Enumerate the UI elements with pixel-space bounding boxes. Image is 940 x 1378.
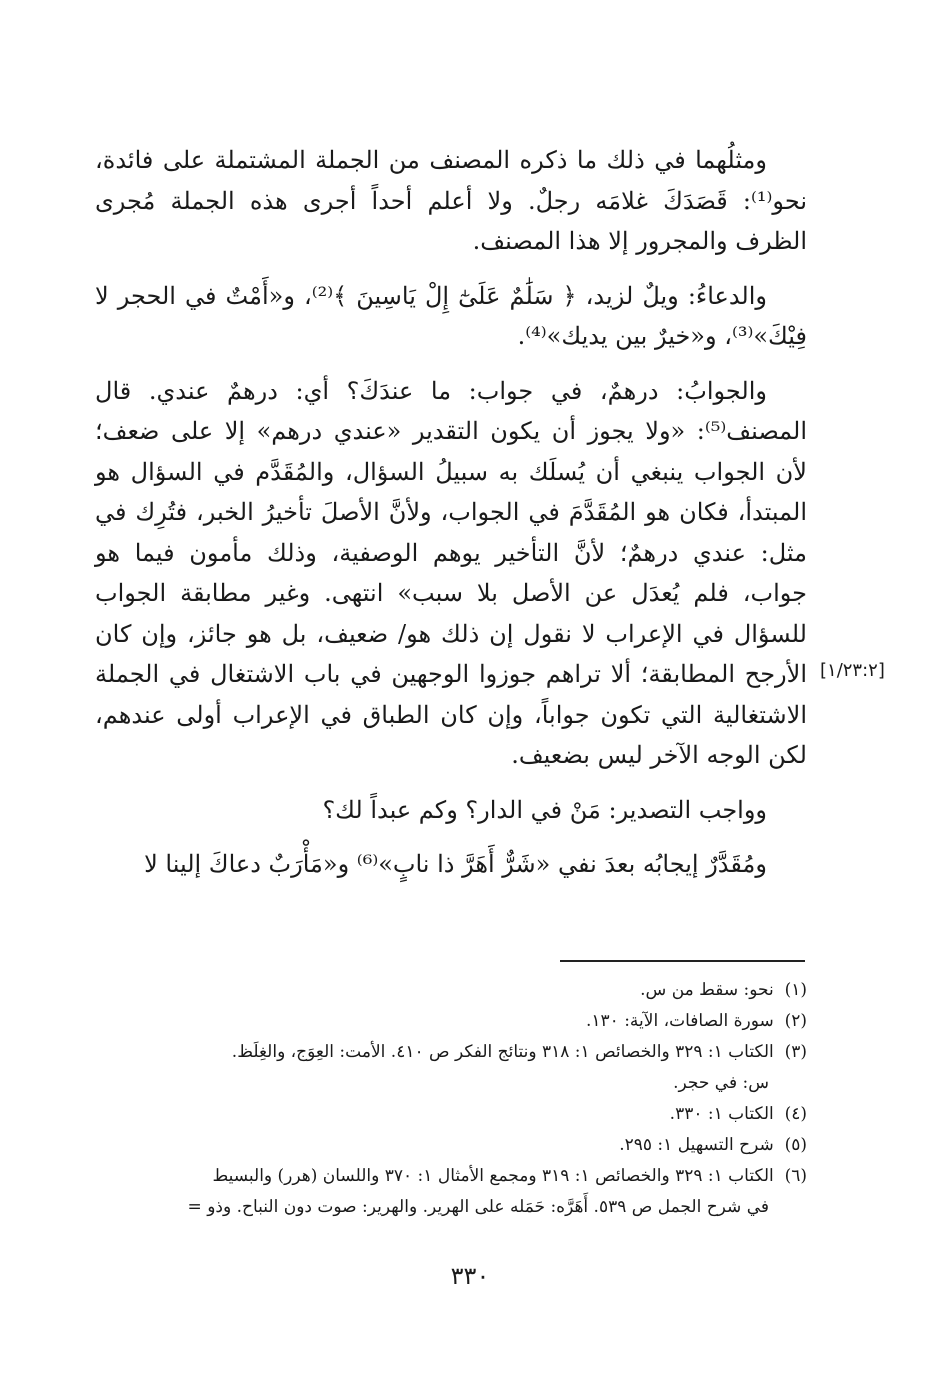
- footnote-3: [95, 1037, 807, 1068]
- footnote-number: (٤): [784, 1104, 807, 1124]
- footnote-4: [95, 1099, 807, 1130]
- footnote-number: (٣): [784, 1042, 807, 1062]
- paragraph-2: والدعاءُ: ويلٌ لزيد، ﴿ سَلَٰمٌ عَلَىٰٓ إِلْ يَاسِينَ ﴾⁽²⁾، و«أَمْتٌ في الحجر لا فِيْكَ»⁽³⁾، و«خيرٌ بين يديك»⁽⁴⁾.: [95, 281, 807, 350]
- paragraph-4: وواجب التصدير: مَنْ في الدار؟ وكم عبداً لك؟: [322, 795, 767, 824]
- footnote-3-continuation: س: في حجر.: [673, 1073, 769, 1093]
- footnote-divider: [560, 960, 805, 962]
- footnote-6: [95, 1161, 807, 1192]
- footnote-text: الكتاب ١: ٣٣٠.: [669, 1104, 774, 1124]
- footnote-number: (١): [784, 980, 807, 1000]
- footnotes: [95, 975, 807, 1223]
- footnote-text: نحو: سقط من س.: [640, 980, 774, 1000]
- footnote-1: [95, 975, 807, 1006]
- footnote-2: [95, 1006, 807, 1037]
- footnote-5: [95, 1130, 807, 1161]
- footnote-text: شرح التسهيل ١: ٢٩٥.: [619, 1135, 774, 1155]
- footnote-number: (٥): [784, 1135, 807, 1155]
- footnote-6-continuation: في شرح الجمل ص ٥٣٩. أَهَرَّه: حَمَله على الهرير. والهرير: صوت دون النباح. وذو =: [187, 1197, 769, 1217]
- footnote-number: (٢): [784, 1011, 807, 1031]
- footnote-text: الكتاب ١: ٣٢٩ والخصائص ١: ٣١٨ ونتائج الفكر ص ٤١٠. الأمت: العِوَج، والغِلَظ.: [231, 1042, 774, 1062]
- main-text: [95, 140, 807, 899]
- footnote-number: (٦): [784, 1166, 807, 1186]
- page-number: ٣٣٠: [450, 1262, 490, 1290]
- footnote-text: الكتاب ١: ٣٢٩ والخصائص ١: ٣١٩ ومجمع الأمثال ١: ٣٧٠ واللسان (هرر) والبسيط: [212, 1166, 774, 1186]
- footnote-text: سورة الصافات، الآية: ١٣٠.: [585, 1011, 774, 1031]
- paragraph-5: ومُقَدَّرٌ إيجابُه بعدَ نفي «شَرٌّ أَهَرَّ ذا نابٍ»⁽⁶⁾ و«مَأْرَبٌ دعاكَ إلينا لا: [144, 850, 767, 878]
- paragraph-1: ومثلُهما في ذلك ما ذكره المصنف من الجملة المشتملة على فائدة، نحو⁽¹⁾: قَصَدَكَ غلامَه رجلٌ. ولا أعلم أحداً أجرى هذه الجملة مُجرى الظرف والمجرور إلا هذا المصنف.: [95, 146, 807, 255]
- marginal-reference: [١/٢٣:٢]: [820, 660, 885, 681]
- paragraph-3: والجوابُ: درهمٌ، في جواب: ما عندَكَ؟ أي: درهمٌ عندي. قال المصنف⁽⁵⁾: «ولا يجوز أن يكون التقدير «عندي درهم» إلا على ضعف؛ لأن الجواب ينبغي أن يُسلَك به سبيلُ السؤال، والمُقَدَّم في السؤال هو المبتدأ، فكان هو المُقَدَّمَ في الجواب، ولأنَّ الأصلَ تأخيرُ الخبر، فتُرِك في مثل: عندي درهمٌ؛ لأنَّ التأخير يوهم الوصفية، وذلك مأمون فيما هو جواب، فلم يُعدَل عن الأصل بلا سبب» انتهى. وغير مطابقة الجواب للسؤال في الإعراب لا نقول إن ذلك هو/ ضعيف، بل هو جائز، وإن كان الأرجح المطابقة؛ ألا تراهم جوزوا الوجهين في باب الاشتغال في الجملة الاشتغالية التي تكون جواباً، وإن كان الطباق في الإعراب أولى عندهم، لكن الوجه الآخر ليس بضعيف.: [95, 376, 807, 769]
